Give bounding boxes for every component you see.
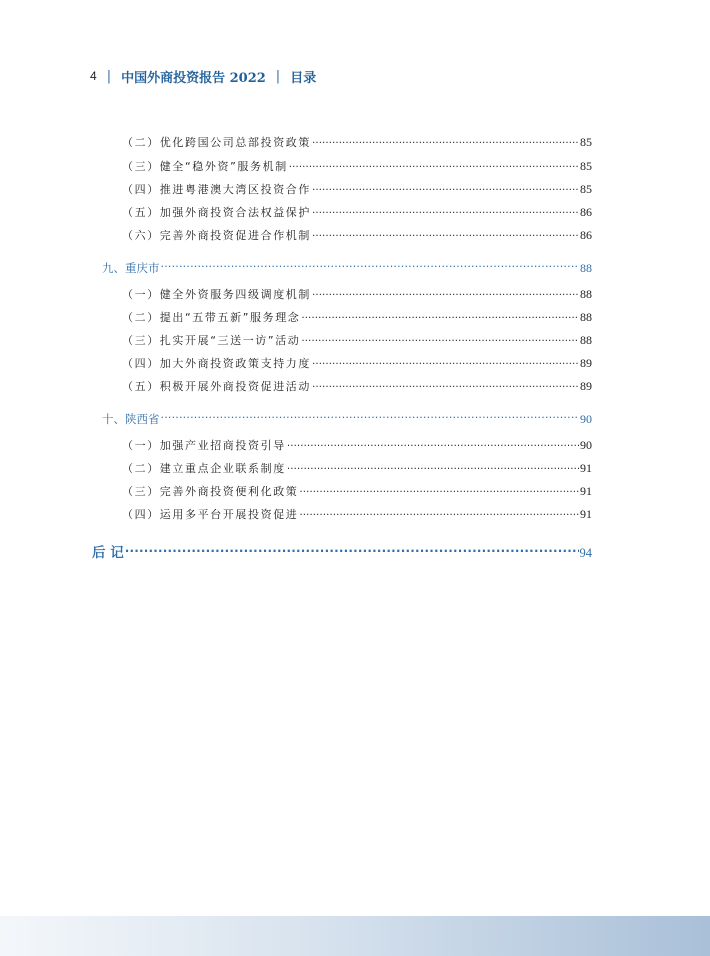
toc-entry[interactable] <box>122 285 592 302</box>
toc-entry-page: 88 <box>580 287 592 302</box>
footer-gradient-band <box>0 916 710 956</box>
dot-leader <box>312 285 579 298</box>
toc-entry-label: （一）健全外资服务四级调度机制 <box>122 288 311 302</box>
toc-entry-label: （三）扎实开展“三送一访”活动 <box>122 334 301 348</box>
section-name: 目录 <box>290 70 317 86</box>
dot-leader <box>312 180 579 193</box>
dot-leader <box>161 258 580 272</box>
toc-entry[interactable] <box>122 226 592 243</box>
dot-leader <box>312 226 579 239</box>
toc-entry-page: 86 <box>580 228 592 243</box>
toc-entry[interactable] <box>122 436 592 453</box>
toc-entry-page: 86 <box>580 205 592 220</box>
toc-entry[interactable] <box>122 331 592 348</box>
toc-entry-label: （一）加强产业招商投资引导 <box>122 439 286 453</box>
toc-entry-label: （四）加大外商投资政策支持力度 <box>122 357 311 371</box>
toc-entry-page: 89 <box>580 356 592 371</box>
header-separator: | <box>106 68 112 84</box>
toc-entry[interactable] <box>122 505 592 522</box>
running-header <box>90 66 316 86</box>
toc-entry[interactable] <box>122 157 592 174</box>
toc-entry-page: 91 <box>580 507 592 522</box>
dot-leader <box>312 133 579 146</box>
toc-afterword-page: 94 <box>579 546 592 561</box>
dot-leader <box>301 331 579 344</box>
toc-entry[interactable] <box>122 203 592 220</box>
dot-leader <box>125 541 579 557</box>
toc-entry-label: （二）提出“五带五新”服务理念 <box>122 311 301 325</box>
toc-entry-page: 88 <box>580 310 592 325</box>
dot-leader <box>287 436 579 449</box>
toc-entry-page: 88 <box>580 333 592 348</box>
dot-leader <box>312 354 579 367</box>
toc-section-heading[interactable] <box>102 258 592 276</box>
toc-entry-label: （六）完善外商投资促进合作机制 <box>122 229 311 243</box>
toc-entry-label: （四）推进粤港澳大湾区投资合作 <box>122 183 311 197</box>
toc-section-heading[interactable] <box>102 409 592 427</box>
toc-entry[interactable] <box>122 180 592 197</box>
toc-entry-label: （五）加强外商投资合法权益保护 <box>122 206 311 220</box>
toc-entry-label: （三）完善外商投资便利化政策 <box>122 485 299 499</box>
toc-entry-page: 90 <box>580 438 592 453</box>
toc-section-label: 九、重庆市 <box>102 260 160 275</box>
toc-entry-page: 89 <box>580 379 592 394</box>
toc-entry-page: 85 <box>580 182 592 197</box>
page-number: 4 <box>90 69 97 83</box>
dot-leader <box>312 377 579 390</box>
toc-entry-page: 91 <box>580 461 592 476</box>
dot-leader <box>287 459 579 472</box>
toc-entry-label: （五）积极开展外商投资促进活动 <box>122 380 311 394</box>
toc-entry[interactable] <box>122 308 592 325</box>
toc-entry[interactable] <box>122 354 592 371</box>
toc-entry-page: 85 <box>580 159 592 174</box>
dot-leader <box>301 308 579 321</box>
dot-leader <box>289 157 579 170</box>
toc-afterword-label: 后 记 <box>92 545 124 562</box>
toc-entry[interactable] <box>122 482 592 499</box>
toc-entry-label: （三）健全“稳外资”服务机制 <box>122 160 288 174</box>
toc-section-label: 十、陕西省 <box>102 411 160 426</box>
toc-entry-page: 85 <box>580 135 592 150</box>
toc-entry-label: （二）优化跨国公司总部投资政策 <box>122 136 311 150</box>
toc-section-page: 88 <box>580 260 592 275</box>
toc-section-page: 90 <box>580 411 592 426</box>
toc-entry[interactable] <box>122 377 592 394</box>
toc-afterword[interactable] <box>92 541 592 561</box>
report-title: 中国外商投资报告 2022 <box>121 70 266 86</box>
toc-entry-label: （二）建立重点企业联系制度 <box>122 462 286 476</box>
toc-entry-page: 91 <box>580 484 592 499</box>
dot-leader <box>312 203 579 216</box>
toc-entry[interactable] <box>122 459 592 476</box>
toc-entry-label: （四）运用多平台开展投资促进 <box>122 508 299 522</box>
dot-leader <box>161 409 580 423</box>
header-separator: | <box>275 68 281 84</box>
dot-leader <box>299 505 579 518</box>
toc-entry[interactable] <box>122 133 592 150</box>
dot-leader <box>299 482 579 495</box>
